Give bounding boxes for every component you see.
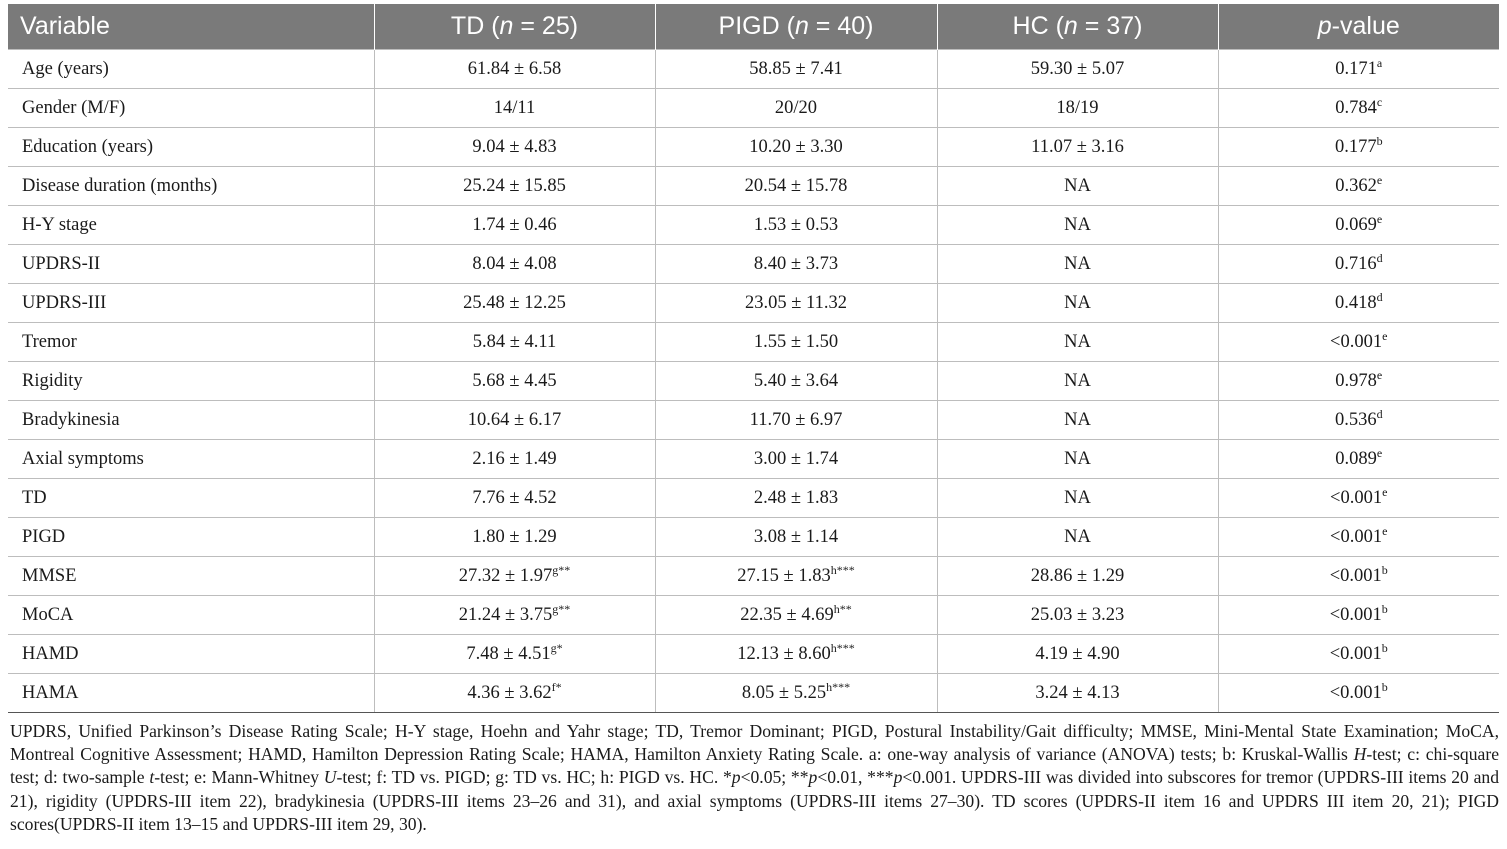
cell-pigd — [655, 401, 937, 440]
cell-hc — [937, 479, 1218, 518]
header-variable: Variable — [8, 4, 374, 50]
cell-td — [374, 50, 655, 89]
cell-value: <0.001 — [1330, 487, 1383, 508]
table-row — [8, 89, 1499, 128]
table-row — [8, 284, 1499, 323]
cell-hc — [937, 323, 1218, 362]
superscript-note: e — [1382, 523, 1388, 538]
cell-td — [374, 206, 655, 245]
cell-value: 0.171 — [1335, 58, 1377, 79]
cell-variable — [8, 440, 374, 479]
footnote-italic: p — [893, 767, 903, 788]
cell-p-value — [1218, 479, 1499, 518]
cell-value: 2.16 ± 1.49 — [472, 448, 557, 469]
cell-value: NA — [1064, 331, 1091, 352]
cell-value: MoCA — [22, 604, 74, 625]
cell-p-value — [1218, 245, 1499, 284]
table-container — [8, 4, 1499, 836]
footnote-text: UPDRS, Unified Parkinson’s Disease Rating Scale; H-Y stage, Hoehn and Yahr stage; TD, Tremor Dominant; PIGD, Postural Instability/Gait difficulty; MMSE, Mini-Mental State Examination; MoCA, Montreal Cognitive Assessment; HAMD, Hamilton Depression Rating Scale; HAMA, Hamilton Anxiety Rating Scale. a: one-way analysis of variance (ANOVA) tests; b: Kruskal-Wallis — [10, 721, 1499, 765]
cell-value: <0.001 — [1329, 643, 1382, 664]
cell-value: 10.20 ± 3.30 — [749, 136, 843, 157]
table-row — [8, 635, 1499, 674]
cell-td — [374, 557, 655, 596]
header-hc: HC (n = 37) — [937, 4, 1218, 50]
superscript-note: e — [1382, 484, 1388, 499]
cell-pigd — [655, 557, 937, 596]
superscript-note: b — [1381, 601, 1388, 616]
superscript-note: g** — [552, 601, 571, 616]
cell-value: 0.069 — [1335, 214, 1377, 235]
table-row — [8, 518, 1499, 557]
table-row — [8, 401, 1499, 440]
cell-value: 10.64 ± 6.17 — [467, 409, 562, 430]
cell-value: NA — [1064, 253, 1091, 274]
cell-td — [374, 479, 655, 518]
footnote-text: -test; c: chi-square test; d: two-sample — [10, 744, 1499, 788]
cell-pigd — [655, 128, 937, 167]
superscript-note: d — [1376, 289, 1383, 304]
cell-value: HAMA — [22, 682, 79, 703]
cell-value: 4.19 ± 4.90 — [1035, 643, 1120, 664]
header-pigd: PIGD (n = 40) — [655, 4, 937, 50]
table-row — [8, 557, 1499, 596]
cell-value: 25.48 ± 12.25 — [463, 292, 566, 313]
cell-value: NA — [1064, 409, 1091, 430]
cell-value: H-Y stage — [22, 214, 97, 235]
cell-variable — [8, 362, 374, 401]
superscript-note: a — [1376, 55, 1383, 70]
superscript-note: h*** — [826, 679, 851, 694]
cell-hc — [937, 89, 1218, 128]
cell-value: Bradykinesia — [22, 409, 120, 430]
cell-td — [374, 284, 655, 323]
superscript-note: e — [1382, 328, 1388, 343]
cell-value: 8.40 ± 3.73 — [753, 253, 839, 274]
cell-value: Gender (M/F) — [22, 97, 126, 118]
cell-value: NA — [1064, 214, 1091, 235]
superscript-note: h*** — [830, 640, 855, 655]
footnote-text: <0.001. UPDRS-III was divided into subscores for tremor (UPDRS-III items 20 and 21), rigidity (UPDRS-III item 22), bradykinesia (UPDRS-III items 23–26 and 31), and axial symptoms (UPDRS-III items 27–30). TD scores (UPDRS-II item 16 and UPDRS III item 20, 21); PIGD scores(UPDRS-II item 13–15 and UPDRS-III item 29, 30). — [10, 767, 1499, 834]
cell-variable — [8, 167, 374, 206]
cell-p-value — [1218, 284, 1499, 323]
cell-value: 2.48 ± 1.83 — [753, 487, 839, 508]
table-row — [8, 323, 1499, 362]
table-row — [8, 245, 1499, 284]
cell-value: Tremor — [22, 331, 77, 352]
table-row — [8, 128, 1499, 167]
superscript-note: d — [1376, 250, 1383, 265]
cell-value: 25.24 ± 15.85 — [463, 175, 566, 196]
cell-value: 8.04 ± 4.08 — [472, 253, 557, 274]
cell-value: Rigidity — [22, 370, 83, 391]
cell-value: 8.05 ± 5.25 — [741, 682, 827, 703]
cell-td — [374, 245, 655, 284]
superscript-note: b — [1381, 640, 1388, 655]
cell-hc — [937, 206, 1218, 245]
cell-value: 61.84 ± 6.58 — [467, 58, 562, 79]
cell-pigd — [655, 362, 937, 401]
cell-variable — [8, 284, 374, 323]
cell-value: <0.001 — [1329, 682, 1382, 703]
cell-hc — [937, 50, 1218, 89]
cell-value: 7.48 ± 4.51 — [466, 643, 551, 664]
cell-hc — [937, 674, 1218, 713]
cell-pigd — [655, 167, 937, 206]
cell-value: 4.36 ± 3.62 — [467, 682, 552, 703]
cell-hc — [937, 557, 1218, 596]
cell-value: 20/20 — [774, 97, 818, 118]
cell-value: Age (years) — [22, 58, 109, 79]
cell-value: 5.84 ± 4.11 — [472, 331, 557, 352]
footnote-italic: t — [149, 767, 155, 788]
table-row — [8, 206, 1499, 245]
cell-p-value — [1218, 167, 1499, 206]
cell-value: 0.362 — [1335, 175, 1377, 196]
cell-value: NA — [1064, 370, 1091, 391]
superscript-note: e — [1376, 172, 1383, 187]
superscript-note: b — [1381, 679, 1388, 694]
superscript-note: h*** — [830, 562, 855, 577]
cell-td — [374, 167, 655, 206]
cell-p-value — [1218, 674, 1499, 713]
footnote-italic: H — [1353, 744, 1367, 765]
cell-value: 7.76 ± 4.52 — [472, 487, 557, 508]
cell-hc — [937, 596, 1218, 635]
cell-variable — [8, 206, 374, 245]
cell-p-value — [1218, 635, 1499, 674]
cell-variable — [8, 596, 374, 635]
cell-p-value — [1218, 323, 1499, 362]
cell-value: HAMD — [22, 643, 79, 664]
cell-value: 11.70 ± 6.97 — [749, 409, 843, 430]
cell-value: 3.00 ± 1.74 — [753, 448, 839, 469]
cell-hc — [937, 440, 1218, 479]
footnote-text: -test; e: Mann-Whitney — [154, 767, 324, 788]
cell-pigd — [655, 323, 937, 362]
cell-pigd — [655, 518, 937, 557]
superscript-note: e — [1376, 367, 1383, 382]
cell-variable — [8, 557, 374, 596]
cell-pigd — [655, 635, 937, 674]
cell-value: 0.418 — [1334, 292, 1377, 313]
cell-value: 1.74 ± 0.46 — [472, 214, 557, 235]
cell-value: 0.536 — [1334, 409, 1377, 430]
demographics-table — [8, 4, 1499, 713]
cell-value: 5.40 ± 3.64 — [753, 370, 839, 391]
cell-variable — [8, 635, 374, 674]
cell-pigd — [655, 50, 937, 89]
cell-value: 1.55 ± 1.50 — [753, 331, 839, 352]
cell-p-value — [1218, 518, 1499, 557]
superscript-note: c — [1376, 94, 1383, 109]
cell-variable — [8, 401, 374, 440]
cell-p-value — [1218, 440, 1499, 479]
cell-value: 20.54 ± 15.78 — [744, 175, 848, 196]
table-header-row — [8, 4, 1499, 50]
table-row — [8, 362, 1499, 401]
cell-value: NA — [1064, 448, 1091, 469]
table-row — [8, 440, 1499, 479]
cell-td — [374, 596, 655, 635]
cell-p-value — [1218, 401, 1499, 440]
cell-td — [374, 128, 655, 167]
cell-p-value — [1218, 362, 1499, 401]
cell-td — [374, 323, 655, 362]
cell-value: <0.001 — [1330, 526, 1383, 547]
cell-p-value — [1218, 206, 1499, 245]
cell-value: 59.30 ± 5.07 — [1030, 58, 1125, 79]
cell-pigd — [655, 440, 937, 479]
cell-value: 27.32 ± 1.97 — [458, 565, 553, 586]
cell-td — [374, 401, 655, 440]
cell-value: 3.24 ± 4.13 — [1035, 682, 1120, 703]
table-row — [8, 674, 1499, 713]
cell-pigd — [655, 596, 937, 635]
superscript-note: d — [1376, 406, 1383, 421]
cell-value: Axial symptoms — [22, 448, 144, 469]
table-row — [8, 596, 1499, 635]
cell-pigd — [655, 89, 937, 128]
footnote-text: <0.05; ** — [740, 767, 809, 788]
cell-value: NA — [1064, 487, 1091, 508]
superscript-note: e — [1376, 211, 1383, 226]
cell-value: 11.07 ± 3.16 — [1031, 136, 1124, 157]
superscript-note: b — [1376, 133, 1383, 148]
header-p-value: p-value — [1218, 4, 1499, 50]
table-row — [8, 479, 1499, 518]
cell-p-value — [1218, 596, 1499, 635]
cell-value: UPDRS-II — [22, 253, 101, 274]
cell-hc — [937, 635, 1218, 674]
footnote-italic: p — [808, 767, 818, 788]
cell-value: Education (years) — [22, 136, 153, 157]
cell-value: NA — [1064, 292, 1091, 313]
cell-pigd — [655, 284, 937, 323]
cell-value: <0.001 — [1329, 604, 1382, 625]
cell-value: 12.13 ± 8.60 — [737, 643, 831, 664]
cell-value: <0.001 — [1330, 331, 1383, 352]
cell-value: 0.089 — [1335, 448, 1377, 469]
cell-pigd — [655, 245, 937, 284]
cell-value: 21.24 ± 3.75 — [458, 604, 553, 625]
cell-hc — [937, 518, 1218, 557]
cell-value: 0.716 — [1334, 253, 1377, 274]
cell-value: 25.03 ± 3.23 — [1030, 604, 1125, 625]
cell-hc — [937, 284, 1218, 323]
cell-variable — [8, 89, 374, 128]
cell-value: 0.978 — [1335, 370, 1377, 391]
cell-td — [374, 674, 655, 713]
cell-value: 58.85 ± 7.41 — [749, 58, 843, 79]
cell-pigd — [655, 674, 937, 713]
cell-value: 3.08 ± 1.14 — [753, 526, 839, 547]
cell-variable — [8, 323, 374, 362]
cell-td — [374, 440, 655, 479]
cell-variable — [8, 518, 374, 557]
cell-td — [374, 518, 655, 557]
cell-variable — [8, 128, 374, 167]
cell-value: 14/11 — [493, 97, 536, 118]
superscript-note: f* — [551, 679, 562, 694]
table-footnote — [8, 720, 1499, 836]
cell-td — [374, 635, 655, 674]
table-row — [8, 50, 1499, 89]
cell-hc — [937, 245, 1218, 284]
cell-hc — [937, 128, 1218, 167]
footnote-text: -test; f: TD vs. PIGD; g: TD vs. HC; h: PIGD vs. HC. * — [336, 767, 732, 788]
footnote-text: <0.01, *** — [817, 767, 894, 788]
cell-value: 23.05 ± 11.32 — [745, 292, 847, 313]
cell-hc — [937, 362, 1218, 401]
cell-value: 9.04 ± 4.83 — [472, 136, 557, 157]
superscript-note: h** — [833, 601, 852, 616]
cell-p-value — [1218, 50, 1499, 89]
cell-value: 0.177 — [1334, 136, 1377, 157]
cell-value: 22.35 ± 4.69 — [740, 604, 834, 625]
cell-td — [374, 89, 655, 128]
superscript-note: e — [1376, 445, 1383, 460]
cell-value: 28.86 ± 1.29 — [1030, 565, 1125, 586]
table-body — [8, 50, 1499, 713]
superscript-note: g** — [552, 562, 571, 577]
cell-value: PIGD — [22, 526, 66, 547]
cell-pigd — [655, 206, 937, 245]
cell-p-value — [1218, 128, 1499, 167]
cell-variable — [8, 674, 374, 713]
cell-variable — [8, 245, 374, 284]
cell-p-value — [1218, 89, 1499, 128]
cell-variable — [8, 479, 374, 518]
cell-hc — [937, 167, 1218, 206]
cell-value: UPDRS-III — [22, 292, 107, 313]
cell-value: 0.784 — [1335, 97, 1377, 118]
cell-pigd — [655, 479, 937, 518]
cell-value: MMSE — [22, 565, 77, 586]
superscript-note: g* — [550, 640, 563, 655]
cell-value: 5.68 ± 4.45 — [472, 370, 557, 391]
cell-value: 1.80 ± 1.29 — [472, 526, 557, 547]
cell-variable — [8, 50, 374, 89]
cell-value: 27.15 ± 1.83 — [737, 565, 831, 586]
cell-value: 18/19 — [1056, 97, 1099, 118]
cell-value: NA — [1064, 526, 1091, 547]
footnote-italic: U — [323, 767, 337, 788]
cell-value: 1.53 ± 0.53 — [753, 214, 839, 235]
cell-value: Disease duration (months) — [22, 175, 218, 196]
cell-td — [374, 362, 655, 401]
cell-value: <0.001 — [1329, 565, 1382, 586]
cell-hc — [937, 401, 1218, 440]
table-row — [8, 167, 1499, 206]
superscript-note: b — [1381, 562, 1388, 577]
footnote-italic: p — [731, 767, 741, 788]
cell-value: NA — [1064, 175, 1091, 196]
cell-p-value — [1218, 557, 1499, 596]
header-td: TD (n = 25) — [374, 4, 655, 50]
cell-value: TD — [22, 487, 47, 508]
